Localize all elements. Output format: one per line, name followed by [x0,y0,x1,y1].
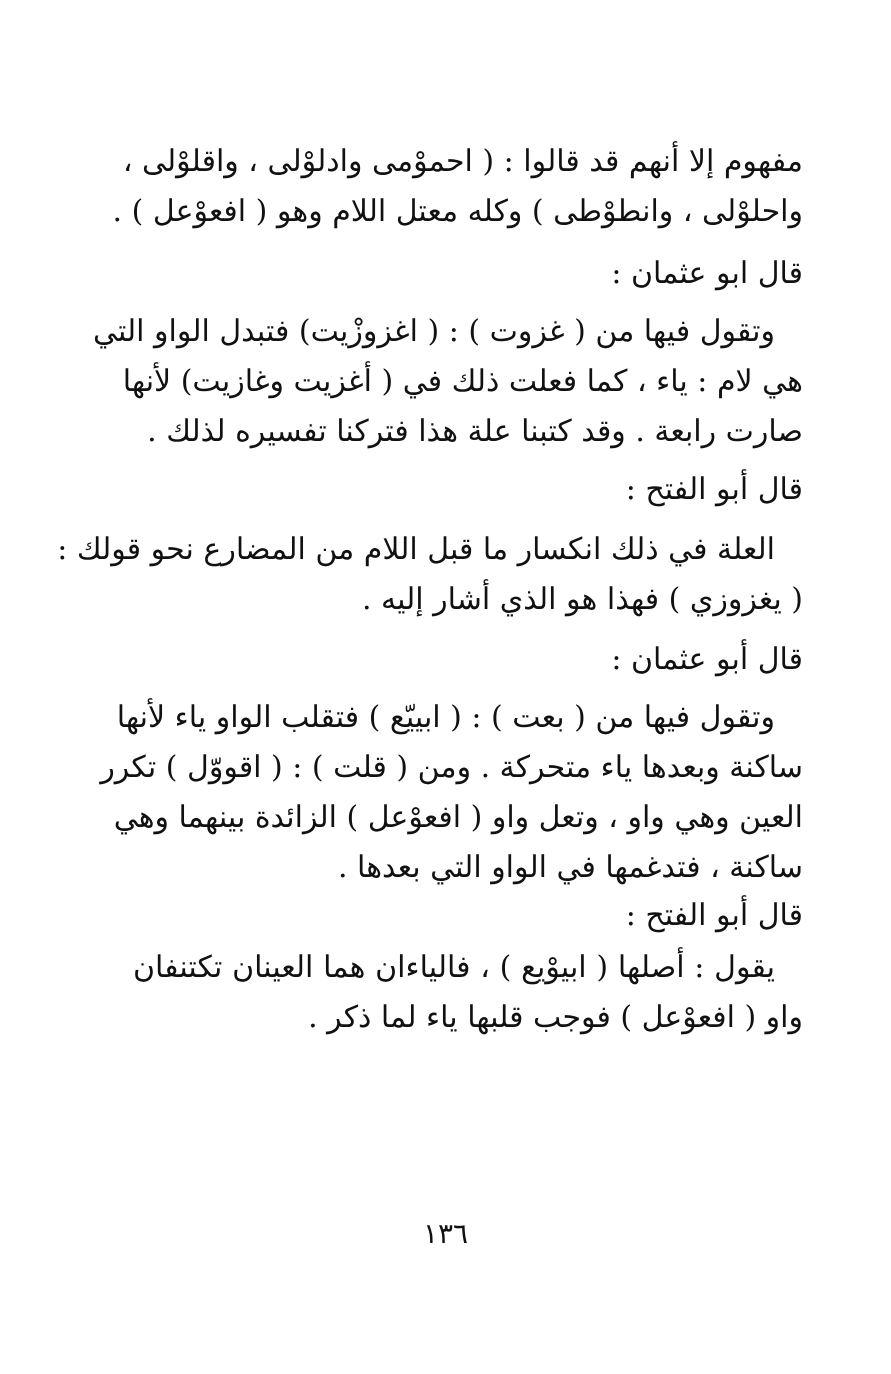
paragraph-4-line-2: ساكنة وبعدها ياء متحركة . ومن ( قلت ) : ( اقووّل ) تكرر [100,750,803,785]
paragraph-3-line-2: ( يغزوزي ) فهذا هو الذي أشار إليه . [361,582,803,617]
paragraph-2-line-2: هي لام : ياء ، كما فعلت ذلك في ( أغزيت وغازيت) لأنها [122,364,803,399]
paragraph-5-line-2: واو ( افعوْعل ) فوجب قلبها ياء لما ذكر . [308,1000,803,1035]
paragraph-4-line-3: العين وهي واو ، وتعل واو ( افعوْعل ) الزائدة بينهما وهي [113,800,803,835]
paragraph-4-line-1: وتقول فيها من ( بعت ) : ( ابييّع ) فتقلب الواو ياء لأنها [116,700,775,735]
paragraph-3-line-1: العلة في ذلك انكسار ما قبل اللام من المضارع نحو قولك : [57,532,775,567]
section-heading-abu-uthman-2: قال أبو عثمان : [611,642,803,677]
section-heading-abu-uthman-1: قال ابو عثمان : [611,256,803,291]
section-heading-abu-al-fath-1: قال أبو الفتح : [625,472,803,507]
section-heading-abu-al-fath-2: قال أبو الفتح : [625,898,803,933]
paragraph-4-line-4: ساكنة ، فتدغمها في الواو التي بعدها . [337,850,803,885]
paragraph-2-line-1: وتقول فيها من ( غزوت ) : ( اغزوزْيت) فتبدل الواو التي [92,314,775,349]
paragraph-5-line-1: يقول : أصلها ( ابيوْيع ) ، فالياءان هما العينان تكتنفان [133,950,775,985]
paragraph-1-line-1: مفهوم إلا أنهم قد قالوا : ( احموْمى وادلوْلى ، واقلوْلى ، [122,144,803,179]
page-number: ١٣٦ [422,1217,469,1250]
paragraph-1-line-2: واحلوْلى ، وانطوْطى ) وكله معتل اللام وهو ( افعوْعل ) . [112,194,803,229]
paragraph-2-line-3: صارت رابعة . وقد كتبنا علة هذا فتركنا تفسيره لذلك . [147,414,803,449]
